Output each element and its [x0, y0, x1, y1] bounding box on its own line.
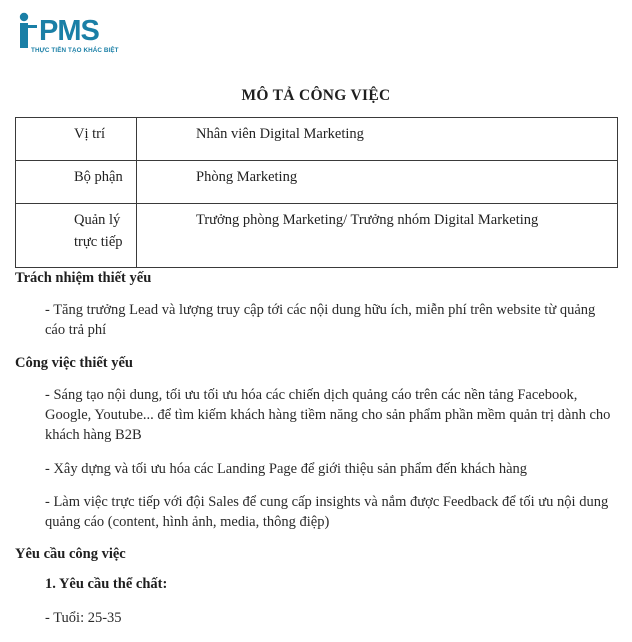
requirements-heading: Yêu cầu công việc — [15, 546, 126, 562]
tasks-heading: Công việc thiết yếu — [15, 355, 133, 371]
logo-i-mark-icon — [17, 12, 39, 48]
requirement-item: - Tuổi: 25-35 — [45, 610, 122, 626]
row-label: Vị trí — [16, 118, 137, 161]
task-item: - Làm việc trực tiếp với đội Sales để cung cấp insights và nắm được Feedback để tối ưu nội dung quảng cáo (content, hình ảnh, media, thông điệp) — [45, 494, 609, 530]
requirements-subheading: 1. Yêu cầu thể chất: — [45, 576, 168, 592]
company-logo — [17, 12, 117, 56]
row-value: Trưởng phòng Marketing/ Trưởng nhóm Digital Marketing — [137, 204, 618, 268]
row-label: Quản lý trực tiếp — [16, 204, 137, 268]
row-value: Nhân viên Digital Marketing — [137, 118, 618, 161]
table-row — [16, 161, 618, 204]
logo-wordmark: PMS — [39, 15, 99, 47]
logo-tagline: THỰC TIỄN TẠO KHÁC BIỆT — [31, 47, 119, 54]
task-item: - Sáng tạo nội dung, tối ưu tối ưu hóa các chiến dịch quảng cáo trên các nền tảng Facebook, Google, Youtube... để tìm kiếm khách hàng tiềm năng cho sản phẩm phần mềm quản trị dành cho khách hàng B2B — [45, 387, 611, 443]
row-label: Bộ phận — [16, 161, 137, 204]
responsibility-item: - Tăng trưởng Lead và lượng truy cập tới các nội dung hữu ích, miễn phí trên website từ quảng cáo trả phí — [45, 302, 596, 338]
page-title: MÔ TẢ CÔNG VIỆC — [241, 87, 391, 104]
job-info-table — [15, 117, 618, 268]
responsibilities-heading: Trách nhiệm thiết yếu — [15, 270, 152, 286]
task-item: - Xây dựng và tối ưu hóa các Landing Page để giới thiệu sản phẩm đến khách hàng — [45, 461, 528, 477]
row-value: Phòng Marketing — [137, 161, 618, 204]
table-row — [16, 204, 618, 268]
table-row — [16, 118, 618, 161]
